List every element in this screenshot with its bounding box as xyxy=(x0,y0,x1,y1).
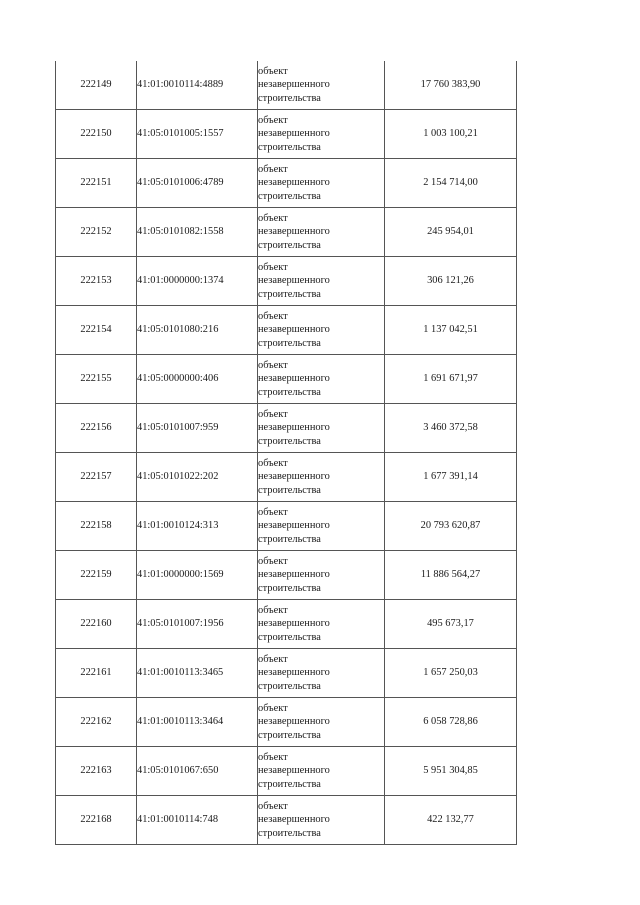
object-number-cell: 222150 xyxy=(56,110,137,159)
object-type-cell xyxy=(258,649,385,698)
object-type-line: незавершенного xyxy=(258,569,330,581)
object-number-cell: 222153 xyxy=(56,257,137,306)
object-type-line: строительства xyxy=(258,288,321,300)
cadastral-value-cell: 1 691 671,97 xyxy=(385,355,517,404)
object-type-line: объект xyxy=(258,604,288,616)
table-row xyxy=(56,747,517,796)
object-type-line: незавершенного xyxy=(258,716,330,728)
object-type-line: строительства xyxy=(258,239,321,251)
object-type-cell xyxy=(258,698,385,747)
object-type-line: незавершенного xyxy=(258,373,330,385)
object-number-cell: 222154 xyxy=(56,306,137,355)
object-type-line: строительства xyxy=(258,141,321,153)
cadastral-value-cell: 1 137 042,51 xyxy=(385,306,517,355)
object-type-line: объект xyxy=(258,65,288,77)
object-type-line: незавершенного xyxy=(258,667,330,679)
object-type-line: незавершенного xyxy=(258,618,330,630)
cadastral-value-cell: 1 657 250,03 xyxy=(385,649,517,698)
object-number-cell: 222157 xyxy=(56,453,137,502)
table-row xyxy=(56,355,517,404)
cadastral-number-cell: 41:01:0010113:3465 xyxy=(137,649,258,698)
object-type-cell xyxy=(258,355,385,404)
object-number-cell: 222156 xyxy=(56,404,137,453)
object-number-cell: 222162 xyxy=(56,698,137,747)
table-row xyxy=(56,257,517,306)
cadastral-value-cell: 422 132,77 xyxy=(385,796,517,845)
object-type-line: строительства xyxy=(258,729,321,741)
table-row xyxy=(56,649,517,698)
cadastral-number-cell: 41:05:0101005:1557 xyxy=(137,110,258,159)
registry-table-body xyxy=(56,61,517,845)
cadastral-value-cell: 20 793 620,87 xyxy=(385,502,517,551)
object-type-line: незавершенного xyxy=(258,226,330,238)
table-row xyxy=(56,698,517,747)
object-number-cell: 222168 xyxy=(56,796,137,845)
object-type-cell xyxy=(258,208,385,257)
object-number-cell: 222149 xyxy=(56,61,137,110)
cadastral-number-cell: 41:05:0000000:406 xyxy=(137,355,258,404)
object-type-line: объект xyxy=(258,653,288,665)
object-type-line: объект xyxy=(258,751,288,763)
object-number-cell: 222159 xyxy=(56,551,137,600)
cadastral-number-cell: 41:05:0101022:202 xyxy=(137,453,258,502)
object-type-cell xyxy=(258,502,385,551)
object-type-line: незавершенного xyxy=(258,275,330,287)
object-number-cell: 222152 xyxy=(56,208,137,257)
object-type-cell xyxy=(258,306,385,355)
table-row xyxy=(56,404,517,453)
cadastral-value-cell: 11 886 564,27 xyxy=(385,551,517,600)
object-type-cell xyxy=(258,600,385,649)
object-type-line: объект xyxy=(258,212,288,224)
object-type-line: строительства xyxy=(258,484,321,496)
table-row xyxy=(56,453,517,502)
object-type-line: объект xyxy=(258,506,288,518)
object-type-line: объект xyxy=(258,408,288,420)
object-type-line: объект xyxy=(258,359,288,371)
object-type-cell xyxy=(258,61,385,110)
object-type-line: объект xyxy=(258,261,288,273)
cadastral-value-cell: 245 954,01 xyxy=(385,208,517,257)
object-type-line: незавершенного xyxy=(258,79,330,91)
object-type-line: строительства xyxy=(258,631,321,643)
table-row xyxy=(56,306,517,355)
object-number-cell: 222160 xyxy=(56,600,137,649)
cadastral-value-cell: 306 121,26 xyxy=(385,257,517,306)
object-number-cell: 222158 xyxy=(56,502,137,551)
cadastral-value-cell: 1 677 391,14 xyxy=(385,453,517,502)
object-type-line: строительства xyxy=(258,778,321,790)
object-type-cell xyxy=(258,404,385,453)
object-type-line: объект xyxy=(258,310,288,322)
object-type-cell xyxy=(258,110,385,159)
object-type-line: объект xyxy=(258,702,288,714)
object-type-line: строительства xyxy=(258,92,321,104)
cadastral-value-cell: 495 673,17 xyxy=(385,600,517,649)
cadastral-number-cell: 41:05:0101007:1956 xyxy=(137,600,258,649)
object-type-line: незавершенного xyxy=(258,765,330,777)
object-type-line: незавершенного xyxy=(258,471,330,483)
table-row xyxy=(56,208,517,257)
object-type-line: незавершенного xyxy=(258,814,330,826)
cadastral-number-cell: 41:05:0101006:4789 xyxy=(137,159,258,208)
object-number-cell: 222155 xyxy=(56,355,137,404)
object-type-cell xyxy=(258,551,385,600)
cadastral-number-cell: 41:05:0101080:216 xyxy=(137,306,258,355)
object-type-line: незавершенного xyxy=(258,520,330,532)
cadastral-number-cell: 41:01:0000000:1374 xyxy=(137,257,258,306)
cadastral-number-cell: 41:01:0010114:4889 xyxy=(137,61,258,110)
cadastral-value-cell: 1 003 100,21 xyxy=(385,110,517,159)
cadastral-number-cell: 41:01:0010113:3464 xyxy=(137,698,258,747)
cadastral-number-cell: 41:01:0010114:748 xyxy=(137,796,258,845)
object-type-line: незавершенного xyxy=(258,324,330,336)
object-type-cell xyxy=(258,257,385,306)
object-type-line: строительства xyxy=(258,827,321,839)
object-type-line: объект xyxy=(258,163,288,175)
object-type-line: строительства xyxy=(258,386,321,398)
object-type-cell xyxy=(258,453,385,502)
object-type-line: строительства xyxy=(258,190,321,202)
table-row xyxy=(56,61,517,110)
cadastral-number-cell: 41:01:0010124:313 xyxy=(137,502,258,551)
table-row xyxy=(56,502,517,551)
cadastral-value-cell: 3 460 372,58 xyxy=(385,404,517,453)
object-number-cell: 222151 xyxy=(56,159,137,208)
object-type-line: строительства xyxy=(258,582,321,594)
cadastral-value-cell: 2 154 714,00 xyxy=(385,159,517,208)
object-type-line: объект xyxy=(258,114,288,126)
object-type-line: объект xyxy=(258,555,288,567)
object-type-cell xyxy=(258,796,385,845)
object-number-cell: 222161 xyxy=(56,649,137,698)
cadastral-value-cell: 5 951 304,85 xyxy=(385,747,517,796)
cadastral-value-cell: 6 058 728,86 xyxy=(385,698,517,747)
table-row xyxy=(56,796,517,845)
object-type-line: незавершенного xyxy=(258,128,330,140)
cadastral-number-cell: 41:05:0101007:959 xyxy=(137,404,258,453)
table-row xyxy=(56,110,517,159)
object-type-line: незавершенного xyxy=(258,422,330,434)
cadastral-number-cell: 41:05:0101067:650 xyxy=(137,747,258,796)
object-type-line: объект xyxy=(258,457,288,469)
object-number-cell: 222163 xyxy=(56,747,137,796)
cadastral-number-cell: 41:01:0000000:1569 xyxy=(137,551,258,600)
object-type-line: незавершенного xyxy=(258,177,330,189)
table-row xyxy=(56,159,517,208)
table-row xyxy=(56,600,517,649)
object-type-line: строительства xyxy=(258,533,321,545)
property-registry-table xyxy=(55,61,517,845)
object-type-line: строительства xyxy=(258,435,321,447)
cadastral-value-cell: 17 760 383,90 xyxy=(385,61,517,110)
table-row xyxy=(56,551,517,600)
object-type-line: объект xyxy=(258,800,288,812)
object-type-cell xyxy=(258,159,385,208)
object-type-line: строительства xyxy=(258,680,321,692)
object-type-cell xyxy=(258,747,385,796)
object-type-line: строительства xyxy=(258,337,321,349)
cadastral-number-cell: 41:05:0101082:1558 xyxy=(137,208,258,257)
